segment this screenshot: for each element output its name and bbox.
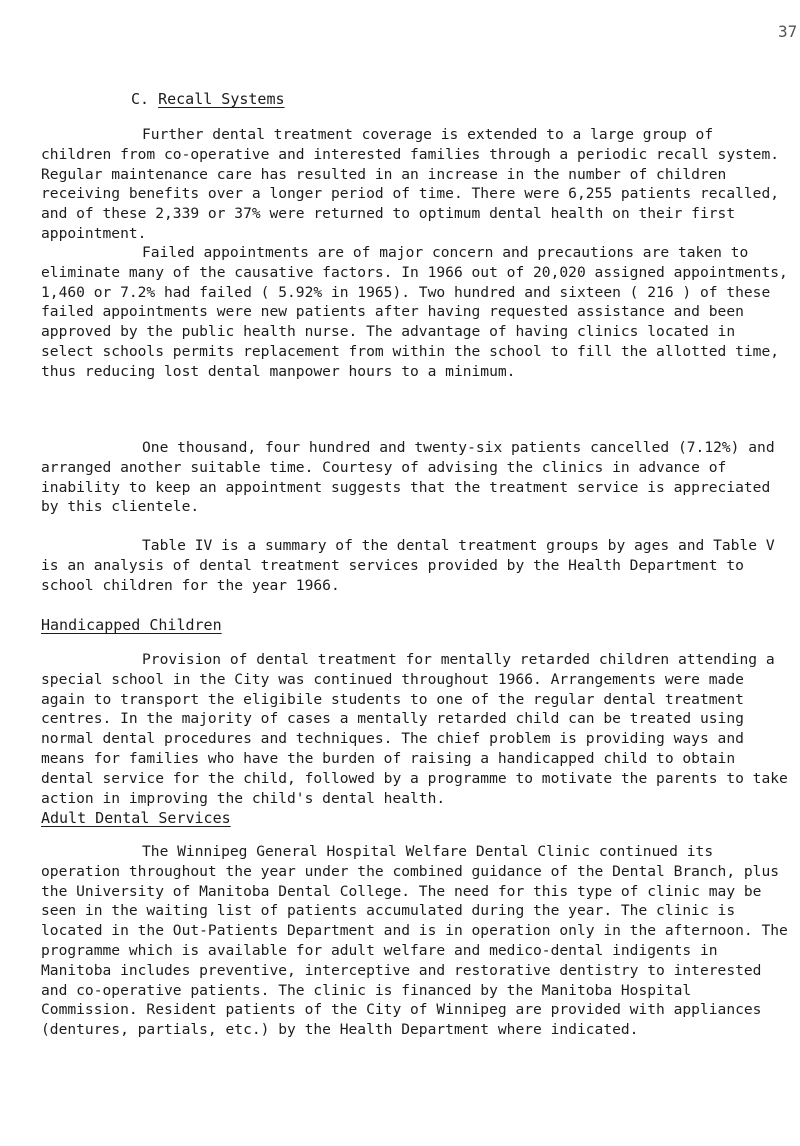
handicapped-title: Handicapped Children [41,616,222,634]
section-letter: C. [131,90,150,108]
adult-paragraph: The Winnipeg General Hospital Welfare Dental Clinic continued its operation throughout the year under the combined guidance of the Dental Branch, plus the University of Manitoba Dental College. The need for this type of clinic may be seen in the waiting list of patients accumulated during the year. The clinic is located in the Out-Patients Department and is in operation only in the afternoon. The programme which is available for adult welfare and medico-dental indigents in Manitoba includes preventive, interceptive and restorative dentistry to interested and co-operative patients. The clinic is financed by the Manitoba Hospital Commission. Resident patients of the City of Winnipeg are provided with appliances (dentures, partials, etc.) by the Health Department where indicated. [41,843,788,1039]
recall-paragraph-3: One thousand, four hundred and twenty-six patients cancelled (7.12%) and arranged another suitable time. Courtesy of advising the clinics in advance of inability to keep an appointment suggests that the treatment service is appreciated by this clientele. [41,439,775,516]
recall-paragraph-4: Table IV is a summary of the dental treatment groups by ages and Table V is an analysis of dental treatment services provided by the Health Department to school children for the year 1966. [41,537,775,594]
recall-paragraph-1: Further dental treatment coverage is extended to a large group of children from co-operative and interested families through a periodic recall system. Regular maintenance care has resulted in an increase in the number of children receiving benefits over a longer period of time. There were 6,255 patients recalled, and of these 2,339 or 37% were returned to optimum dental health on their first appointment. [41,126,780,242]
section-heading-recall-systems [131,90,285,108]
adult-title: Adult Dental Services [41,809,231,827]
recall-paragraph-2: Failed appointments are of major concern and precautions are taken to eliminate many of the causative factors. In 1966 out of 20,020 assigned appointments, 1,460 or 7.2% had failed ( 5.92% in 1965). Two hundred and sixteen ( 216 ) of these failed appointments were new patients after having requested assistance and been approved by the public health nurse. The advantage of having clinics located in select schools permits replacement from within the school to fill the allotted time, thus reducing lost dental manpower hours to a minimum. [41,244,788,380]
handicapped-paragraph: Provision of dental treatment for mentally retarded children attending a special school in the City was continued throughout 1966. Arrangements were made again to transport the eligibile students to one of the regular dental treatment centres. In the majority of cases a mentally retarded child can be treated using normal dental procedures and techniques. The chief problem is providing ways and means for families who have the burden of raising a handicapped child to obtain dental service for the child, followed by a programme to motivate the parents to take action in improving the child's dental health. [41,651,788,807]
section-heading-adult [41,809,231,827]
page-number: 37 [778,22,798,41]
section-title: Recall Systems [158,90,285,108]
section-heading-handicapped [41,616,222,634]
